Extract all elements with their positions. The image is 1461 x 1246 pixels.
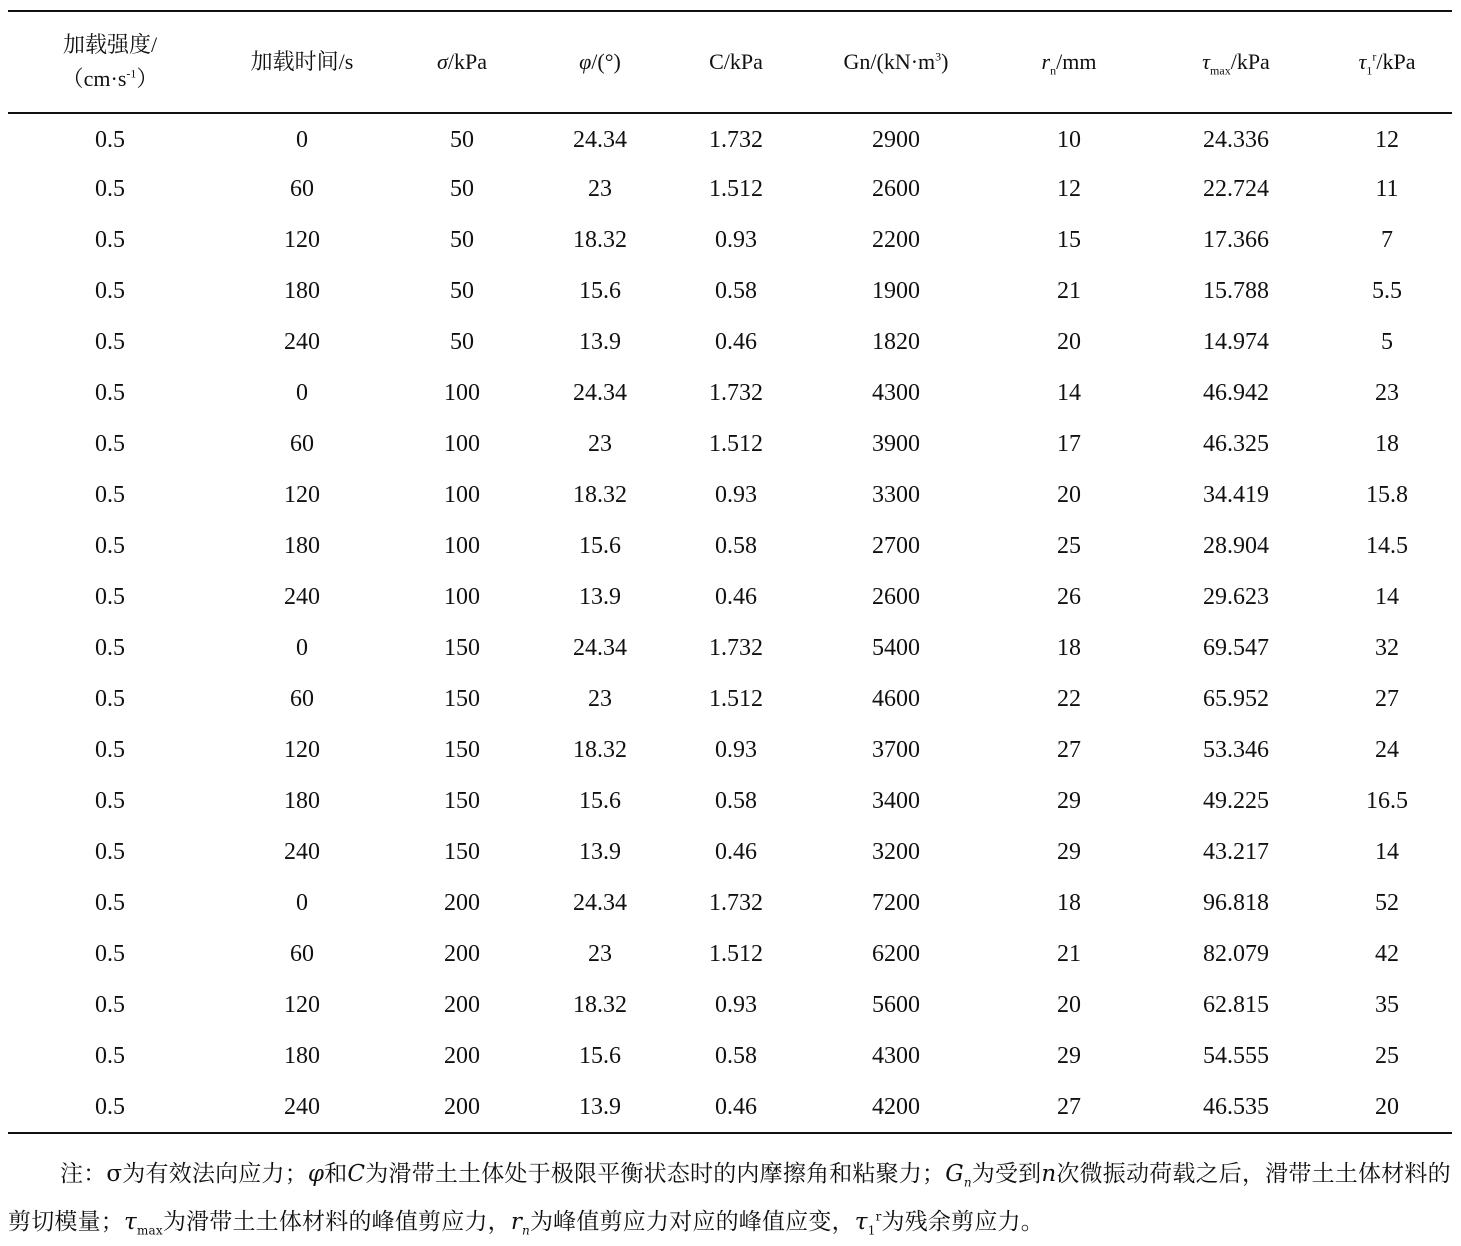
cell-residual-shear-stress: 12 [1375,126,1399,153]
cell-phi: 15.6 [579,1043,621,1069]
cell-peak-shear-stress: 22.724 [1203,176,1269,202]
cell-cohesion: 0.58 [715,278,757,304]
header-peak-shear-stress: $\tau_{max}$/kPa [1150,11,1322,113]
cell-peak-shear-stress: 54.555 [1203,1043,1269,1069]
cell-peak-strain: 27 [988,1082,1150,1133]
cell-loading-intensity: 0.5 [95,839,125,865]
cell-peak-shear-stress: 46.325 [1203,431,1269,457]
cell-phi: 15.6 [579,533,621,559]
cell-peak-strain: 21 [1057,941,1081,967]
cell-peak-strain: 20 [1057,329,1081,355]
cell-cohesion: 0.93 [715,482,757,508]
cell-loading-intensity: 0.5 [8,1082,212,1133]
cell-sigma: 50 [450,126,474,153]
cell-sigma: 150 [444,635,480,661]
table-row [8,368,1452,419]
cell-loading-intensity: 0.5 [95,176,125,202]
cell-peak-strain: 18 [1057,890,1081,916]
cell-peak-strain: 27 [1057,737,1081,763]
cell-residual-shear-stress: 15.8 [1366,482,1408,508]
cell-loading-time: 180 [284,1043,320,1069]
cell-residual-shear-stress: 14 [1375,584,1399,610]
cell-peak-shear-stress: 53.346 [1203,737,1269,763]
cell-peak-strain: 26 [1057,584,1081,610]
cell-loading-time: 0 [296,635,308,661]
cell-sigma: 100 [444,482,480,508]
table-row [8,827,1452,878]
cell-peak-shear-stress: 96.818 [1203,890,1269,916]
cell-phi: 18.32 [573,737,627,763]
cell-peak-strain: 29 [1057,1043,1081,1069]
cell-loading-intensity: 0.5 [95,890,125,916]
cell-phi: 18.32 [573,992,627,1018]
cell-phi: 15.6 [579,278,621,304]
cell-cohesion: 1.512 [709,176,763,202]
table-row [8,1031,1452,1082]
cell-cohesion: 0.58 [715,533,757,559]
header-peak-strain: $r_n/mm$ [988,11,1150,113]
cell-shear-modulus: 3900 [872,431,920,457]
cell-peak-shear-stress: 17.366 [1203,227,1269,253]
cell-loading-intensity: 0.5 [95,941,125,967]
header-loading-intensity: 加载强度/ $(cm\cdot s^{-1})$ [8,11,212,113]
cell-loading-time: 60 [290,686,314,712]
cell-cohesion: 1.512 [709,941,763,967]
cell-phi: 18.32 [573,227,627,253]
cell-cohesion: 0.93 [715,227,757,253]
table-row [8,164,1452,215]
cell-residual-shear-stress: 5.5 [1372,278,1402,304]
cell-shear-modulus: 5600 [872,992,920,1018]
cell-sigma: 100 [444,533,480,559]
cell-sigma: 100 [444,584,480,610]
cell-residual-shear-stress: 27 [1375,686,1399,712]
cell-loading-time: 60 [290,431,314,457]
cell-peak-shear-stress: 15.788 [1203,278,1269,304]
cell-loading-time: 0 [296,380,308,406]
cell-shear-modulus: 2900 [872,126,920,153]
cell-sigma: 50 [450,329,474,355]
cell-loading-time: 180 [284,533,320,559]
cell-sigma: 50 [450,227,474,253]
cell-peak-strain: 14 [1057,380,1081,406]
cell-loading-time: 240 [284,329,320,355]
cell-cohesion: 0.46 [715,839,757,865]
cell-peak-shear-stress: 34.419 [1203,482,1269,508]
cell-phi: 24.34 [573,635,627,661]
cell-peak-shear-stress: 29.623 [1203,584,1269,610]
cell-loading-time: 240 [284,584,320,610]
cell-cohesion: 0.58 [715,788,757,814]
cell-phi: 13.9 [579,584,621,610]
table-row [8,929,1452,980]
cell-peak-strain: 20 [1057,992,1081,1018]
cell-peak-shear-stress: 62.815 [1203,992,1269,1018]
table-row [8,113,1452,164]
table-row [8,623,1452,674]
cell-shear-modulus: 2600 [872,176,920,202]
cell-shear-modulus: 3400 [872,788,920,814]
cell-shear-modulus: 4200 [804,1082,988,1133]
cell-loading-time: 60 [290,176,314,202]
cell-phi: 23 [588,941,612,967]
cell-shear-modulus: 4300 [872,1043,920,1069]
cell-sigma: 50 [450,278,474,304]
cell-peak-shear-stress: 24.336 [1203,126,1269,153]
cell-loading-intensity: 0.5 [95,686,125,712]
cell-loading-time: 240 [284,839,320,865]
data-table-container [8,10,1452,1134]
cell-cohesion: 0.46 [715,329,757,355]
cell-sigma: 200 [444,992,480,1018]
header-sigma: σ/kPa [392,11,532,113]
cell-sigma: 100 [444,431,480,457]
cell-residual-shear-stress: 52 [1375,890,1399,916]
cell-loading-time: 60 [290,941,314,967]
cell-phi: 23 [588,431,612,457]
table-note: 注：σ为有效法向应力；φ和C为滑带土土体处于极限平衡状态时的内摩擦角和粘聚力；$G_n$为受到n次微振动荷载之后，滑带土土体材料的剪切模量；$\tau_{max}$为滑带土土体材料的峰值剪应力，$r_n$为峰值剪应力对应的峰值应变，$\tau_1^r$为残余剪应力。 [8,1161,1451,1238]
cell-peak-strain: 21 [1057,278,1081,304]
cell-cohesion: 1.512 [709,431,763,457]
cell-sigma: 200 [392,1082,532,1133]
cell-loading-time: 120 [284,482,320,508]
cell-shear-modulus: 2700 [872,533,920,559]
cell-cohesion: 1.732 [709,126,763,153]
cell-sigma: 150 [444,737,480,763]
cell-phi: 15.6 [579,788,621,814]
cell-loading-intensity: 0.5 [95,278,125,304]
cell-sigma: 100 [444,380,480,406]
cell-loading-time: 180 [284,278,320,304]
cell-loading-intensity: 0.5 [95,788,125,814]
table-body [8,113,1452,1133]
cell-peak-strain: 20 [1057,482,1081,508]
table-row [8,674,1452,725]
cell-loading-time: 240 [212,1082,392,1133]
table-row [8,572,1452,623]
cell-loading-time: 120 [284,992,320,1018]
header-residual-shear-stress: $\tau_1^r$/kPa [1322,11,1452,113]
cell-cohesion: 1.512 [709,686,763,712]
cell-phi: 13.9 [579,839,621,865]
cell-shear-modulus: 3700 [872,737,920,763]
cell-cohesion: 1.732 [709,890,763,916]
cell-shear-modulus: 6200 [872,941,920,967]
cell-loading-intensity: 0.5 [95,482,125,508]
cell-phi: 23 [588,176,612,202]
cell-loading-intensity: 0.5 [95,380,125,406]
cell-residual-shear-stress: 14.5 [1366,533,1408,559]
cell-residual-shear-stress: 16.5 [1366,788,1408,814]
cell-peak-strain: 29 [1057,839,1081,865]
table-row [8,878,1452,929]
cell-loading-intensity: 0.5 [95,737,125,763]
cell-peak-shear-stress: 14.974 [1203,329,1269,355]
cell-peak-shear-stress: 65.952 [1203,686,1269,712]
data-table [8,10,1452,1134]
cell-loading-intensity: 0.5 [95,126,125,153]
table-row [8,1082,1452,1133]
cell-shear-modulus: 2600 [872,584,920,610]
cell-sigma: 200 [444,890,480,916]
cell-residual-shear-stress: 18 [1375,431,1399,457]
cell-residual-shear-stress: 25 [1375,1043,1399,1069]
cell-loading-intensity: 0.5 [95,533,125,559]
cell-phi: 24.34 [573,380,627,406]
cell-shear-modulus: 1900 [872,278,920,304]
cell-sigma: 200 [444,1043,480,1069]
cell-cohesion: 0.93 [715,737,757,763]
cell-loading-intensity: 0.5 [95,635,125,661]
cell-peak-strain: 17 [1057,431,1081,457]
cell-sigma: 150 [444,788,480,814]
table-row [8,215,1452,266]
cell-shear-modulus: 3300 [872,482,920,508]
table-row [8,266,1452,317]
cell-peak-strain: 25 [1057,533,1081,559]
cell-phi: 23 [588,686,612,712]
cell-residual-shear-stress: 35 [1375,992,1399,1018]
cell-shear-modulus: 7200 [872,890,920,916]
table-row [8,725,1452,776]
cell-peak-strain: 29 [1057,788,1081,814]
cell-residual-shear-stress: 32 [1375,635,1399,661]
cell-phi: 13.9 [532,1082,668,1133]
cell-loading-intensity: 0.5 [95,227,125,253]
cell-loading-intensity: 0.5 [95,584,125,610]
cell-loading-intensity: 0.5 [95,431,125,457]
table-row [8,470,1452,521]
table-row [8,776,1452,827]
cell-peak-shear-stress: 46.535 [1150,1082,1322,1133]
cell-residual-shear-stress: 42 [1375,941,1399,967]
cell-shear-modulus: 4300 [872,380,920,406]
cell-peak-shear-stress: 46.942 [1203,380,1269,406]
cell-sigma: 50 [450,176,474,202]
cell-peak-strain: 22 [1057,686,1081,712]
cell-cohesion: 0.58 [715,1043,757,1069]
cell-peak-strain: 12 [1057,176,1081,202]
cell-peak-shear-stress: 69.547 [1203,635,1269,661]
cell-peak-strain: 15 [1057,227,1081,253]
cell-shear-modulus: 1820 [872,329,920,355]
cell-loading-intensity: 0.5 [95,992,125,1018]
cell-phi: 24.34 [573,126,627,153]
table-row [8,419,1452,470]
cell-phi: 24.34 [573,890,627,916]
cell-shear-modulus: 2200 [872,227,920,253]
cell-cohesion: 1.732 [709,635,763,661]
cell-peak-strain: 10 [1057,126,1081,153]
cell-residual-shear-stress: 14 [1375,839,1399,865]
cell-shear-modulus: 4600 [872,686,920,712]
cell-loading-time: 180 [284,788,320,814]
cell-peak-shear-stress: 49.225 [1203,788,1269,814]
table-row [8,521,1452,572]
cell-loading-time: 0 [296,126,308,153]
cell-sigma: 150 [444,686,480,712]
header-loading-time: 加载时间/s [212,11,392,113]
cell-shear-modulus: 3200 [872,839,920,865]
cell-residual-shear-stress: 23 [1375,380,1399,406]
cell-peak-shear-stress: 43.217 [1203,839,1269,865]
cell-residual-shear-stress: 20 [1322,1082,1452,1133]
cell-cohesion: 0.46 [715,584,757,610]
cell-cohesion: 0.46 [668,1082,804,1133]
header-cohesion: C/kPa [668,11,804,113]
cell-loading-time: 120 [284,737,320,763]
cell-shear-modulus: 5400 [872,635,920,661]
cell-peak-strain: 18 [1057,635,1081,661]
cell-phi: 18.32 [573,482,627,508]
cell-sigma: 200 [444,941,480,967]
header-shear-modulus: $Gn/(kN\cdot m^3)$ [804,11,988,113]
cell-residual-shear-stress: 5 [1381,329,1393,355]
cell-residual-shear-stress: 24 [1375,737,1399,763]
cell-sigma: 150 [444,839,480,865]
table-header-row [8,11,1452,113]
cell-loading-time: 0 [296,890,308,916]
cell-phi: 13.9 [579,329,621,355]
cell-loading-intensity: 0.5 [95,1043,125,1069]
cell-cohesion: 0.93 [715,992,757,1018]
cell-loading-intensity: 0.5 [95,329,125,355]
table-row [8,980,1452,1031]
cell-cohesion: 1.732 [709,380,763,406]
table-row [8,317,1452,368]
cell-residual-shear-stress: 7 [1381,227,1393,253]
cell-residual-shear-stress: 11 [1375,176,1399,202]
cell-peak-shear-stress: 28.904 [1203,533,1269,559]
header-phi: φ/(°) [532,11,668,113]
cell-loading-time: 120 [284,227,320,253]
cell-peak-shear-stress: 82.079 [1203,941,1269,967]
